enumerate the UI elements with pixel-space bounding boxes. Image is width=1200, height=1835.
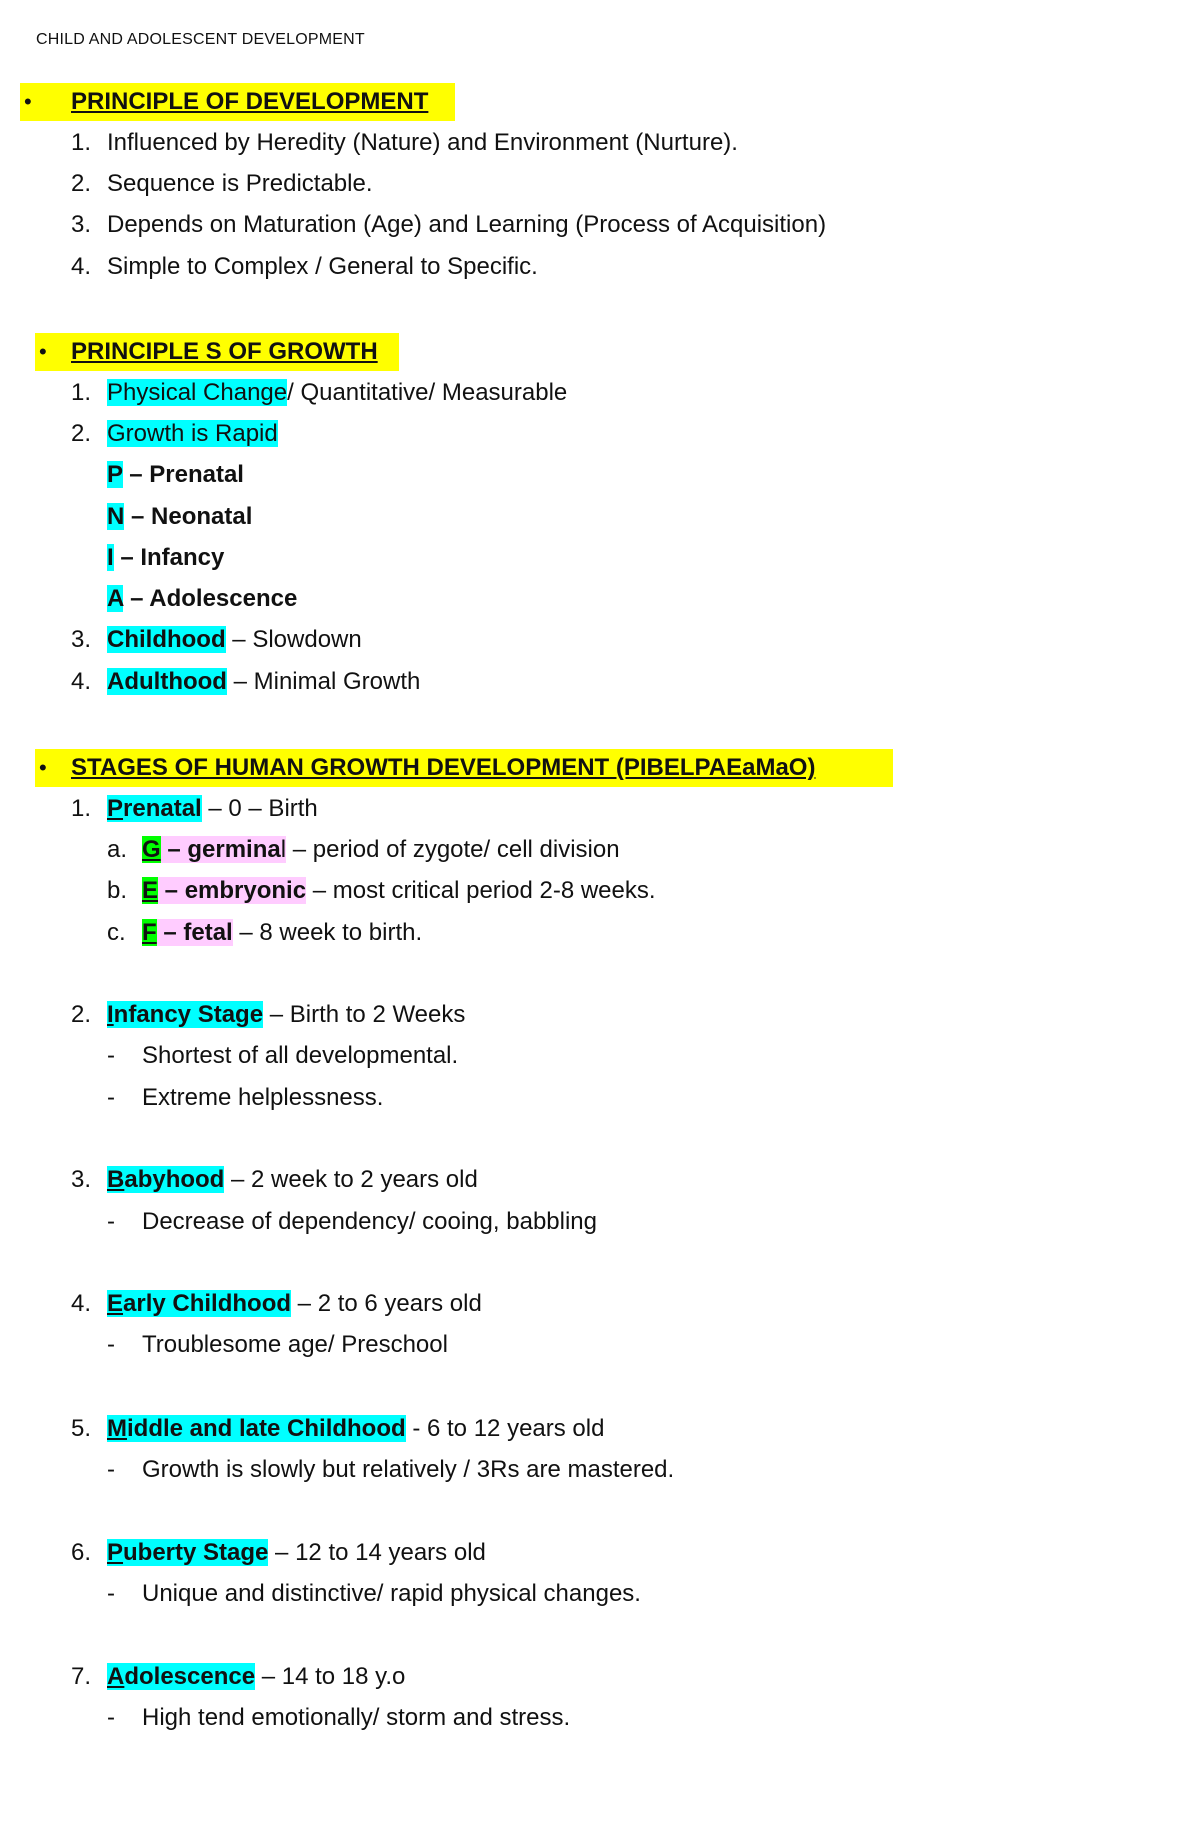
stage-item: [0, 1534, 1200, 1572]
list-item: [0, 415, 1200, 453]
stage-initial: P: [107, 1539, 124, 1566]
highlighted-term: Adulthood: [107, 668, 227, 695]
stage-range: - 6 to 12 years old: [405, 1415, 605, 1442]
period-name-bold: – germina: [160, 836, 281, 863]
highlighted-term: Childhood: [107, 626, 226, 653]
sub-marker: b.: [107, 877, 128, 904]
sub-item: [0, 872, 1200, 910]
sub-marker: c.: [107, 919, 126, 946]
mnemonic-line: [0, 498, 1200, 536]
item-text: Depends on Maturation (Age) and Learning (Process of Acquisition): [107, 211, 827, 238]
item-number: 4.: [71, 1290, 92, 1317]
stage-name: [107, 1166, 224, 1193]
mnemonic-letter: A: [107, 585, 124, 612]
note-text: Extreme helplessness.: [142, 1084, 384, 1111]
note-item: [0, 1451, 1200, 1489]
stage-name: [107, 1415, 406, 1442]
list-item: [0, 124, 1200, 162]
stage-initial: A: [107, 1663, 125, 1690]
list-item: [0, 621, 1200, 659]
item-number: 3.: [71, 1166, 92, 1193]
item-number: 2.: [71, 170, 92, 197]
item-text: / Quantitative/ Measurable: [287, 379, 568, 406]
stage-name-rest: iddle and late Childhood: [127, 1415, 406, 1442]
stage-range: – 2 to 6 years old: [291, 1290, 482, 1317]
dash-marker: -: [107, 1580, 115, 1607]
sub-item: [0, 914, 1200, 952]
stage-item: [0, 1285, 1200, 1323]
note-text: High tend emotionally/ storm and stress.: [142, 1704, 571, 1731]
period-name-tail: l: [280, 836, 287, 863]
list-item: [0, 663, 1200, 701]
period-letter: G: [142, 836, 161, 863]
item-text: Sequence is Predictable.: [107, 170, 373, 197]
note-item: [0, 1037, 1200, 1075]
item-number: 6.: [71, 1539, 92, 1566]
dash-marker: -: [107, 1456, 115, 1483]
sub-item: [0, 831, 1200, 869]
stage-item: [0, 1658, 1200, 1696]
stage-name: [107, 1539, 268, 1566]
stage-initial: I: [107, 1001, 114, 1028]
note-item: [0, 1203, 1200, 1241]
note-text: Decrease of dependency/ cooing, babbling: [142, 1208, 597, 1235]
item-number: 3.: [71, 626, 92, 653]
dash-marker: -: [107, 1331, 115, 1358]
mnemonic-text: – Prenatal: [122, 461, 244, 488]
item-text: Simple to Complex / General to Specific.: [107, 253, 538, 280]
stage-range: – 12 to 14 years old: [268, 1539, 486, 1566]
section-heading-principles-of-growth: [0, 333, 1200, 371]
item-number: 3.: [71, 211, 92, 238]
note-item: [0, 1699, 1200, 1737]
item-number: 1.: [71, 795, 92, 822]
item-text: – Minimal Growth: [226, 668, 421, 695]
stage-name-rest: dolescence: [124, 1663, 256, 1690]
heading-text: PRINCIPLE S OF GROWTH: [71, 338, 378, 365]
note-item: [0, 1079, 1200, 1117]
stage-name-rest: abyhood: [124, 1166, 225, 1193]
stage-name-rest: uberty Stage: [123, 1539, 269, 1566]
stage-name-rest: nfancy Stage: [113, 1001, 264, 1028]
sub-marker: a.: [107, 836, 128, 863]
stage-name-rest: renatal: [123, 795, 202, 822]
dash-marker: -: [107, 1704, 115, 1731]
section-heading-principle-of-development: [0, 83, 1200, 121]
bullet-icon: •: [39, 339, 47, 364]
note-text: Growth is slowly but relatively / 3Rs are mastered.: [142, 1456, 675, 1483]
item-number: 4.: [71, 253, 92, 280]
item-number: 5.: [71, 1415, 92, 1442]
note-text: Unique and distinctive/ rapid physical changes.: [142, 1580, 641, 1607]
note-item: [0, 1326, 1200, 1364]
stage-name: [107, 1663, 255, 1690]
item-number: 1.: [71, 129, 92, 156]
stage-range: – 14 to 18 y.o: [255, 1663, 406, 1690]
item-number: 2.: [71, 1001, 92, 1028]
stage-item: [0, 790, 1200, 828]
stage-range: – Birth to 2 Weeks: [263, 1001, 466, 1028]
bullet-icon: •: [39, 755, 47, 780]
stage-initial: E: [107, 1290, 124, 1317]
stage-item: [0, 996, 1200, 1034]
item-text: – Slowdown: [225, 626, 362, 653]
note-text: Troublesome age/ Preschool: [142, 1331, 448, 1358]
mnemonic-letter: P: [107, 461, 123, 488]
stage-name: [107, 1290, 291, 1317]
stage-item: [0, 1410, 1200, 1448]
period-name: [157, 919, 233, 946]
stage-item: [0, 1161, 1200, 1199]
stage-name: [107, 1001, 263, 1028]
period-name-bold: – fetal: [156, 919, 233, 946]
section-heading-stages: [0, 749, 1200, 787]
mnemonic-letter: N: [107, 503, 125, 530]
stage-name: [107, 795, 202, 822]
dash-marker: -: [107, 1084, 115, 1111]
bullet-icon: •: [24, 89, 32, 114]
stage-initial: B: [107, 1166, 125, 1193]
list-item: [0, 206, 1200, 244]
highlighted-term: Growth is Rapid: [107, 420, 278, 447]
stage-initial: M: [107, 1415, 127, 1442]
period-name-bold: – embryonic: [158, 877, 307, 904]
period-letter: E: [142, 877, 159, 904]
document-header: CHILD AND ADOLESCENT DEVELOPMENT: [36, 31, 365, 48]
period-description: – 8 week to birth.: [232, 919, 423, 946]
mnemonic-text: – Neonatal: [124, 503, 253, 530]
mnemonic-line: [0, 580, 1200, 618]
period-description: – most critical period 2-8 weeks.: [306, 877, 656, 904]
item-number: 1.: [71, 379, 92, 406]
item-text: Influenced by Heredity (Nature) and Environment (Nurture).: [107, 129, 738, 156]
period-name: [161, 836, 286, 863]
list-item: [0, 374, 1200, 412]
dash-marker: -: [107, 1208, 115, 1235]
heading-text: PRINCIPLE OF DEVELOPMENT: [71, 88, 429, 115]
mnemonic-text: – Infancy: [113, 544, 225, 571]
stage-name-rest: arly Childhood: [123, 1290, 292, 1317]
mnemonic-line: [0, 539, 1200, 577]
list-item: [0, 248, 1200, 286]
note-text: Shortest of all developmental.: [142, 1042, 459, 1069]
period-description: – period of zygote/ cell division: [286, 836, 620, 863]
period-letter: F: [142, 919, 157, 946]
heading-text: STAGES OF HUMAN GROWTH DEVELOPMENT (PIBELPAEaMaO): [71, 754, 816, 781]
dash-marker: -: [107, 1042, 115, 1069]
mnemonic-text: – Adolescence: [123, 585, 298, 612]
stage-initial: P: [107, 795, 124, 822]
item-number: 7.: [71, 1663, 92, 1690]
period-name: [158, 877, 306, 904]
note-item: [0, 1575, 1200, 1613]
mnemonic-letter: I: [107, 544, 114, 571]
stage-range: – 2 week to 2 years old: [224, 1166, 478, 1193]
item-number: 2.: [71, 420, 92, 447]
item-number: 4.: [71, 668, 92, 695]
mnemonic-line: [0, 456, 1200, 494]
highlighted-term: Physical Change: [107, 379, 288, 406]
stage-range: – 0 – Birth: [201, 795, 318, 822]
list-item: [0, 165, 1200, 203]
